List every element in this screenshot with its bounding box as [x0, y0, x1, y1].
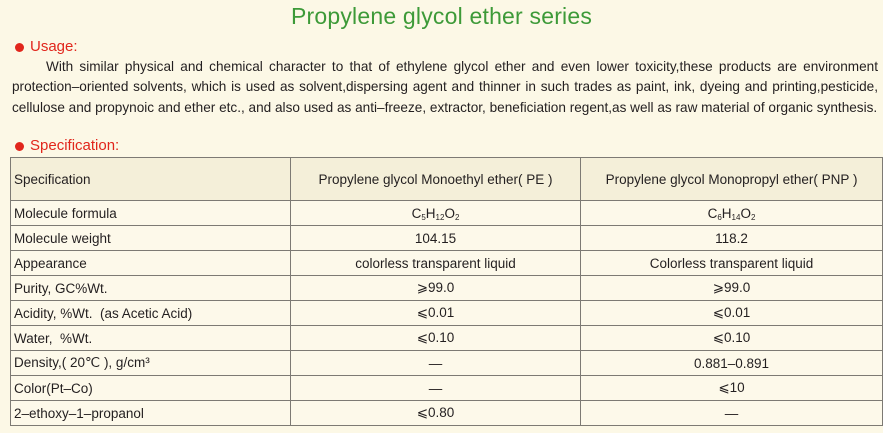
- row-label: Acidity, %Wt. (as Acetic Acid): [11, 301, 291, 326]
- page-title: Propylene glycol ether series: [290, 3, 593, 29]
- table-row: [11, 251, 883, 276]
- pnp-value: ⩽10: [581, 376, 883, 401]
- pnp-value: 118.2: [581, 226, 883, 251]
- pe-value: —: [291, 376, 581, 401]
- column-header-pnp: Propylene glycol Monopropyl ether( PNP ): [581, 158, 883, 201]
- table-row: [11, 376, 883, 401]
- pe-value: colorless transparent liquid: [291, 251, 581, 276]
- usage-heading-label: Usage:: [30, 38, 78, 55]
- usage-paragraph: With similar physical and chemical character to that of ethylene glycol ether and even lower toxicity,these products are environment protection–oriented solvents, which is used as solvent,dispersing agent and thinner in such trades as paint, ink, dyeing and printing,pesticide, cellulose and propynoic and ether etc., and also used as anti–freeze, extractor, beneficiation regent,as well as raw material of organic synthesis.: [12, 59, 878, 115]
- pnp-value: Colorless transparent liquid: [581, 251, 883, 276]
- row-label: Color(Pt–Co): [11, 376, 291, 401]
- row-label: Molecule weight: [11, 226, 291, 251]
- specification-heading-label: Specification:: [30, 137, 120, 154]
- specification-heading: [12, 137, 119, 155]
- specification-table: [10, 157, 883, 426]
- row-label: Molecule formula: [11, 201, 291, 226]
- table-row: [11, 351, 883, 376]
- pe-value: ⩽0.80: [291, 401, 581, 426]
- table-row: [11, 301, 883, 326]
- table-row: [11, 326, 883, 351]
- table-row: [11, 226, 883, 251]
- column-header-pe: Propylene glycol Monoethyl ether( PE ): [291, 158, 581, 201]
- bullet-dot-icon: [15, 142, 24, 151]
- row-label: 2–ethoxy–1–propanol: [11, 401, 291, 426]
- bullet-dot-icon: [15, 43, 24, 52]
- pe-value: 104.15: [291, 226, 581, 251]
- pnp-value: ⩽0.10: [581, 326, 883, 351]
- table-row: [11, 201, 883, 226]
- pe-value: ⩾99.0: [291, 276, 581, 301]
- table-header-row: [11, 158, 883, 201]
- row-label: Water, %Wt.: [11, 326, 291, 351]
- row-label: Appearance: [11, 251, 291, 276]
- table-row: [11, 401, 883, 426]
- pnp-value: $C_6H_{14}O_2$: [581, 201, 883, 226]
- row-label: Density,( 20℃ ), g/cm³: [11, 351, 291, 376]
- row-label: Purity, GC%Wt.: [11, 276, 291, 301]
- pnp-value: ⩾99.0: [581, 276, 883, 301]
- table-row: [11, 276, 883, 301]
- pnp-value: ⩽0.01: [581, 301, 883, 326]
- pe-value: ⩽0.10: [291, 326, 581, 351]
- pnp-value: —: [581, 401, 883, 426]
- pnp-value: 0.881–0.891: [581, 351, 883, 376]
- pe-value: $C_5H_{12}O_2$: [291, 201, 581, 226]
- usage-heading: [12, 38, 78, 56]
- pe-value: ⩽0.01: [291, 301, 581, 326]
- pe-value: —: [291, 351, 581, 376]
- column-header-specification: Specification: [11, 158, 291, 201]
